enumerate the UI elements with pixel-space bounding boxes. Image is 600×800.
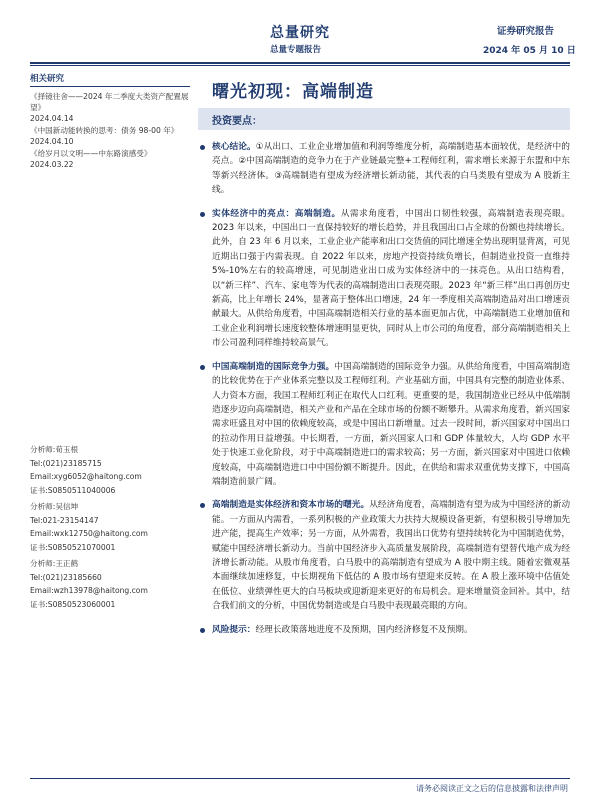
analyst-cert: 证书:S0850511040006 [30, 485, 116, 495]
related-title: 《择镜往舍——2024 年二季度大类资产配置展望》 [30, 92, 189, 112]
key-point-lead: 核心结论。 [212, 142, 256, 152]
analyst-block [30, 500, 190, 554]
sidebar-related [30, 72, 190, 171]
related-item[interactable] [30, 91, 190, 124]
bullet-dot-icon [200, 145, 205, 150]
header-title: 总量研究 [270, 25, 330, 41]
bullet-dot-icon [200, 365, 205, 370]
key-point-text: 从经济角度看，高端制造有望为成为中国经济的新动能。一方面从内需看，一系列积极的产业政策大力扶持大规模设备更新，有望积极引导增加先进产能，提高生产效率；另一方面，从外需看，我国出口优势有望持续转化为中国制造优势，赋能中国经济增长新动力。当前中国经济步入高质量发展阶段，高端制造有望替代地产成为经济增长新动能。从股市角度看，白马股中的高端制造有望成为 A 股中期主线。随着宏微观基本面继续加速修复，中长期视角下低估的 A 股市场有望迎来反转。在 A 股上涨环境中估值处在低位、业绩弹性更大的白马板块或迎新迎来更好的布局机会。迎来增量资金回补。其中，结合我们前文的分析，中国优势制造或是白马股中表现最亮眼的方向。 [212, 500, 571, 612]
key-point [198, 360, 570, 490]
report-date: 2024 年 05 月 10 日 [483, 46, 576, 56]
related-item[interactable] [30, 148, 190, 170]
key-point-lead: 风险提示： [212, 624, 256, 635]
analyst-email[interactable]: Email:wxk12750@haitong.com [30, 529, 148, 538]
bullet-dot-icon [200, 503, 205, 508]
analyst-name: 分析师:王正鹤 [30, 559, 79, 568]
key-point-text: ①从出口、工业企业增加值和利润等维度分析，高端制造基本面较优，是经济中的亮点。②中国高端制造的竞争力在于产业链最完整+工程师红利，需求增长来源于东盟和中东等新兴经济体。③高端制造有望成为经济增长新动能，其代表的白马类股有望成为 A 股新主线。 [212, 142, 570, 196]
footer-divider [30, 778, 570, 779]
key-point [198, 207, 570, 351]
footer-disclaimer: 请务必阅读正文之后的信息披露和法律声明 [416, 784, 568, 793]
analyst-email[interactable]: Email:wzh13978@haitong.com [30, 586, 148, 595]
related-title: 《给岁月以文明——中东路演感受》 [30, 149, 152, 158]
key-point [198, 140, 570, 198]
key-point [198, 498, 570, 613]
related-heading: 相关研究 [30, 74, 65, 84]
related-divider [30, 86, 190, 87]
key-point-lead: 高端制造是实体经济和资本市场的曙光。 [212, 500, 370, 511]
header-divider [30, 62, 570, 64]
header-subtitle: 总量专题报告 [270, 45, 322, 55]
related-date: 2024.04.14 [30, 114, 74, 123]
key-point-text: 中国高端制造的国际竞争力强。从供给角度看，中国高端制造的比较优势在于产业体系完整以及工程师红利。产业基础方面，中国具有完整的制造业体系、人力资本方面，我国工程师红利正在取代人口红利。更重要的是，我国制造业已经从中低端制造逐步迈向高端制造，相关产业和产品在全球市场的份额不断攀升。从需求角度看，新兴国家需求旺盛且对中国的依赖度较高，或是中国出口新增量。过去一段时间，新兴国家对中国出口的拉动作用日益增强。中长期看，一方面，新兴国家人口和 GDP 体量较大，人均 GDP 水平处于快速工业化阶段，对于中高端制造进口的需求较高；另一方面，新兴国家对中国进口依赖度较高，中高端制造进口中中国份额不断提升。因此，在供给和需求双重优势支撑下，中国高端制造前景广阔。 [212, 361, 571, 487]
bullet-dot-icon [200, 212, 205, 217]
analyst-tel: Tel:(021)23185715 [30, 458, 102, 468]
key-point-text: 经理长政策落地进度不及预期，国内经济修复不及预期。 [255, 624, 473, 635]
related-date: 2024.03.22 [30, 160, 74, 169]
related-item[interactable] [30, 125, 190, 147]
key-point-lead: 中国高端制造的国际竞争力强。 [212, 361, 335, 372]
analyst-email[interactable]: Email:xyg6052@haitong.com [30, 472, 142, 481]
report-type: 证券研究报告 [497, 26, 555, 37]
report-title: 曙光初现：高端制造 [212, 82, 374, 102]
analyst-cert: 证书:S0850523060001 [30, 599, 116, 609]
section-banner [198, 108, 570, 130]
related-title: 《中国新动能转换的思考：债务 98-00 年》 [30, 126, 179, 135]
analyst-block [30, 557, 190, 611]
key-point-text: 从需求角度看，中国出口韧性较强，高端制造表现亮眼。2023 年以来，中国出口一直保持较好的增长趋势，并且我国出口占全球的份额也持续增长。此外，自 23 年 6 月以来，工业企业产能率和出口交货值的同比增速全势出现明显背离，可见近期出口强于内需表现。自 2022 年以来，房地产投资持续负增长，但制造业投资一直维持 5%-10%左右的较高增速，可见制造业出口成为实体经济中的一抹亮色。从出口结构看，以“新三样”、汽车、家电等为代表的高端制造出口表现亮眼。2023 年“新三样”出口再创历史新高，比上年增长 24%，显著高于整体出口增速，24 年一季度相关高端制造品对出口增速贡献最大。从供给角度看，中国高端制造相关行业的基本面更加占优，中高端制造工业增加值和工业企业利润增长速度较整体增速明显更快，同时从上市公司的角度看，部分高端制造相关上市公司盈利同样维持较高景气。 [212, 208, 571, 349]
section-heading: 投资要点： [212, 116, 262, 127]
analyst-block [30, 443, 190, 497]
key-point [198, 623, 570, 637]
key-point-lead: 实体经济中的亮点：高端制造。 [212, 208, 341, 219]
analyst-tel: Tel:(021)23185660 [30, 572, 102, 582]
header-divider-thin [30, 65, 570, 66]
analyst-name: 分析师:荀玉根 [30, 445, 79, 454]
analyst-name: 分析师:吴信坤 [30, 502, 79, 511]
key-points [198, 140, 570, 646]
analyst-cert: 证书:S0850521070001 [30, 542, 116, 552]
bullet-dot-icon [200, 628, 205, 633]
analyst-tel: Tel:021-23154147 [30, 515, 99, 525]
related-date: 2024.04.10 [30, 137, 74, 146]
sidebar-analysts [30, 443, 190, 614]
